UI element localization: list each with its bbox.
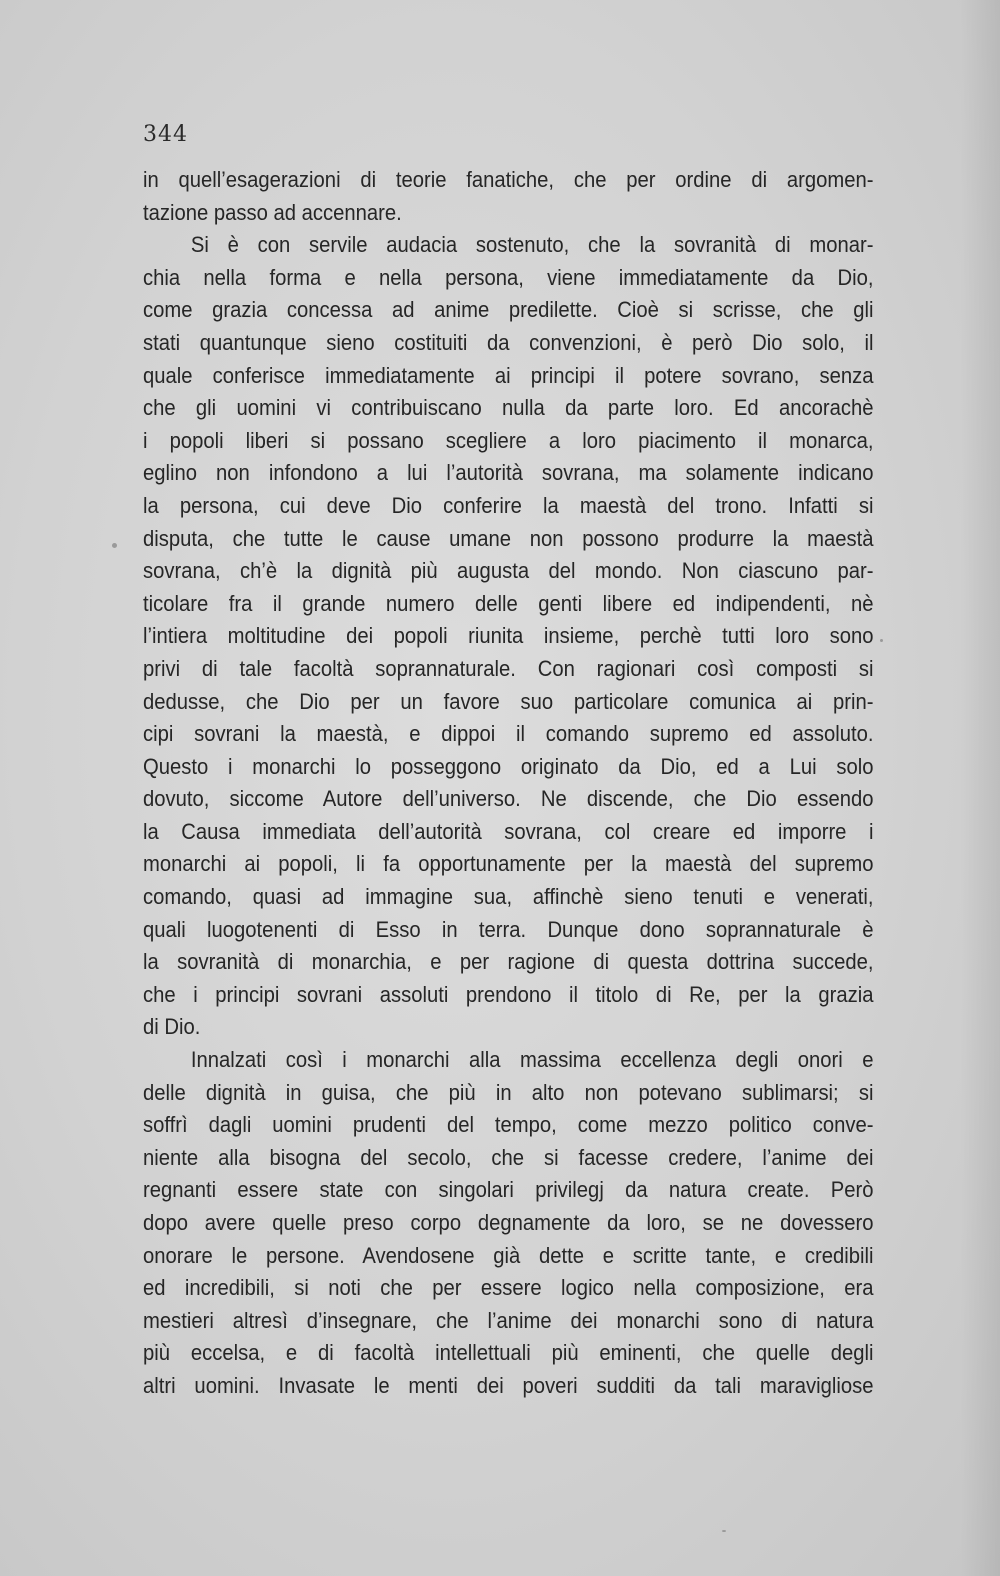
- text-line: più eccelsa, e di facoltà intellettuali più eminenti, che quelle degli: [143, 1340, 874, 1366]
- text-line: la sovranità di monarchia, e per ragione di questa dottrina succede,: [143, 949, 874, 975]
- text-line: come grazia concessa ad anime predilette. Cioè si scrisse, che gli: [143, 297, 874, 323]
- text-line: monarchi ai popoli, li fa opportunamente per la maestà del supremo: [143, 851, 874, 877]
- paper-speck: [880, 639, 883, 642]
- text-line: Si è con servile audacia sostenuto, che la sovranità di monar-: [190, 232, 874, 258]
- text-line: altri uomini. Invasate le menti dei poveri sudditi da tali maravigliose: [143, 1372, 874, 1398]
- text-line: quali luogotenenti di Esso in terra. Dunque dono soprannaturale è: [143, 916, 874, 942]
- text-line: che i principi sovrani assoluti prendono il titolo di Re, per la grazia: [143, 981, 874, 1007]
- text-line: i popoli liberi si possano scegliere a loro piacimento il monarca,: [143, 427, 874, 453]
- text-line: stati quantunque sieno costituiti da convenzioni, è però Dio solo, il: [143, 329, 874, 355]
- text-line: mestieri altresì d’insegnare, che l’anime dei monarchi sono di natura: [143, 1307, 874, 1333]
- text-line: tazione passo ad accennare.: [143, 199, 402, 225]
- text-line: onorare le persone. Avendosene già dette e scritte tante, e credibili: [143, 1242, 874, 1268]
- text-line: dopo avere quelle preso corpo degnamente da loro, se ne dovessero: [143, 1210, 874, 1235]
- text-line: comando, quasi ad immagine sua, affinchè sieno tenuti e venerati,: [143, 884, 874, 910]
- text-line: ticolare fra il grande numero delle genti libere ed indipendenti, nè: [143, 590, 874, 616]
- text-line: dedusse, che Dio per un favore suo particolare comunica ai prin-: [143, 688, 874, 714]
- text-line: quale conferisce immediatamente ai principi il potere sovrano, senza: [143, 362, 874, 388]
- text-line: in quell’esagerazioni di teorie fanatiche, che per ordine di argomen-: [143, 167, 874, 192]
- text-line: Questo i monarchi lo posseggono originato da Dio, ed a Lui solo: [143, 753, 874, 779]
- paper-speck: [112, 543, 117, 548]
- text-line: disputa, che tutte le cause umane non possono produrre la maestà: [143, 525, 874, 551]
- text-line: sovrana, ch’è la dignità più augusta del mondo. Non ciascuno par-: [143, 558, 874, 584]
- text-line: dovuto, siccome Autore dell’universo. Ne discende, che Dio essendo: [143, 786, 874, 812]
- text-line: soffrì dagli uomini prudenti del tempo, come mezzo politico conve-: [143, 1112, 874, 1138]
- text-line: di Dio.: [143, 1014, 201, 1040]
- page-edge-shadow: [960, 0, 1000, 1576]
- text-line: ed incredibili, si noti che per essere logico nella composizione, era: [143, 1275, 874, 1301]
- body-text: [143, 164, 874, 1403]
- text-line: chia nella forma e nella persona, viene immediatamente da Dio,: [143, 264, 874, 290]
- text-line: privi di tale facoltà soprannaturale. Con ragionari così composti si: [143, 655, 874, 681]
- page-number: 344: [143, 122, 188, 147]
- paper-speck: [722, 1530, 726, 1532]
- text-line: la Causa immediata dell’autorità sovrana, col creare ed imporre i: [143, 818, 874, 844]
- text-line: la persona, cui deve Dio conferire la maestà del trono. Infatti si: [143, 492, 874, 518]
- text-line: niente alla bisogna del secolo, che si facesse credere, l’anime dei: [143, 1144, 874, 1170]
- text-line: eglino non infondono a lui l’autorità sovrana, ma solamente indicano: [143, 460, 874, 486]
- text-line: l’intiera moltitudine dei popoli riunita insieme, perchè tutti loro sono: [143, 623, 874, 649]
- text-line: che gli uomini vi contribuiscano nulla da parte loro. Ed ancorachè: [143, 395, 874, 421]
- text-line: cipi sovrani la maestà, e dippoi il comando supremo ed assoluto.: [143, 721, 874, 747]
- text-line: Innalzati così i monarchi alla massima eccellenza degli onori e: [190, 1047, 874, 1073]
- text-line: regnanti essere state con singolari privilegj da natura create. Però: [143, 1177, 874, 1203]
- text-line: delle dignità in guisa, che più in alto non potevano sublimarsi; si: [143, 1079, 874, 1105]
